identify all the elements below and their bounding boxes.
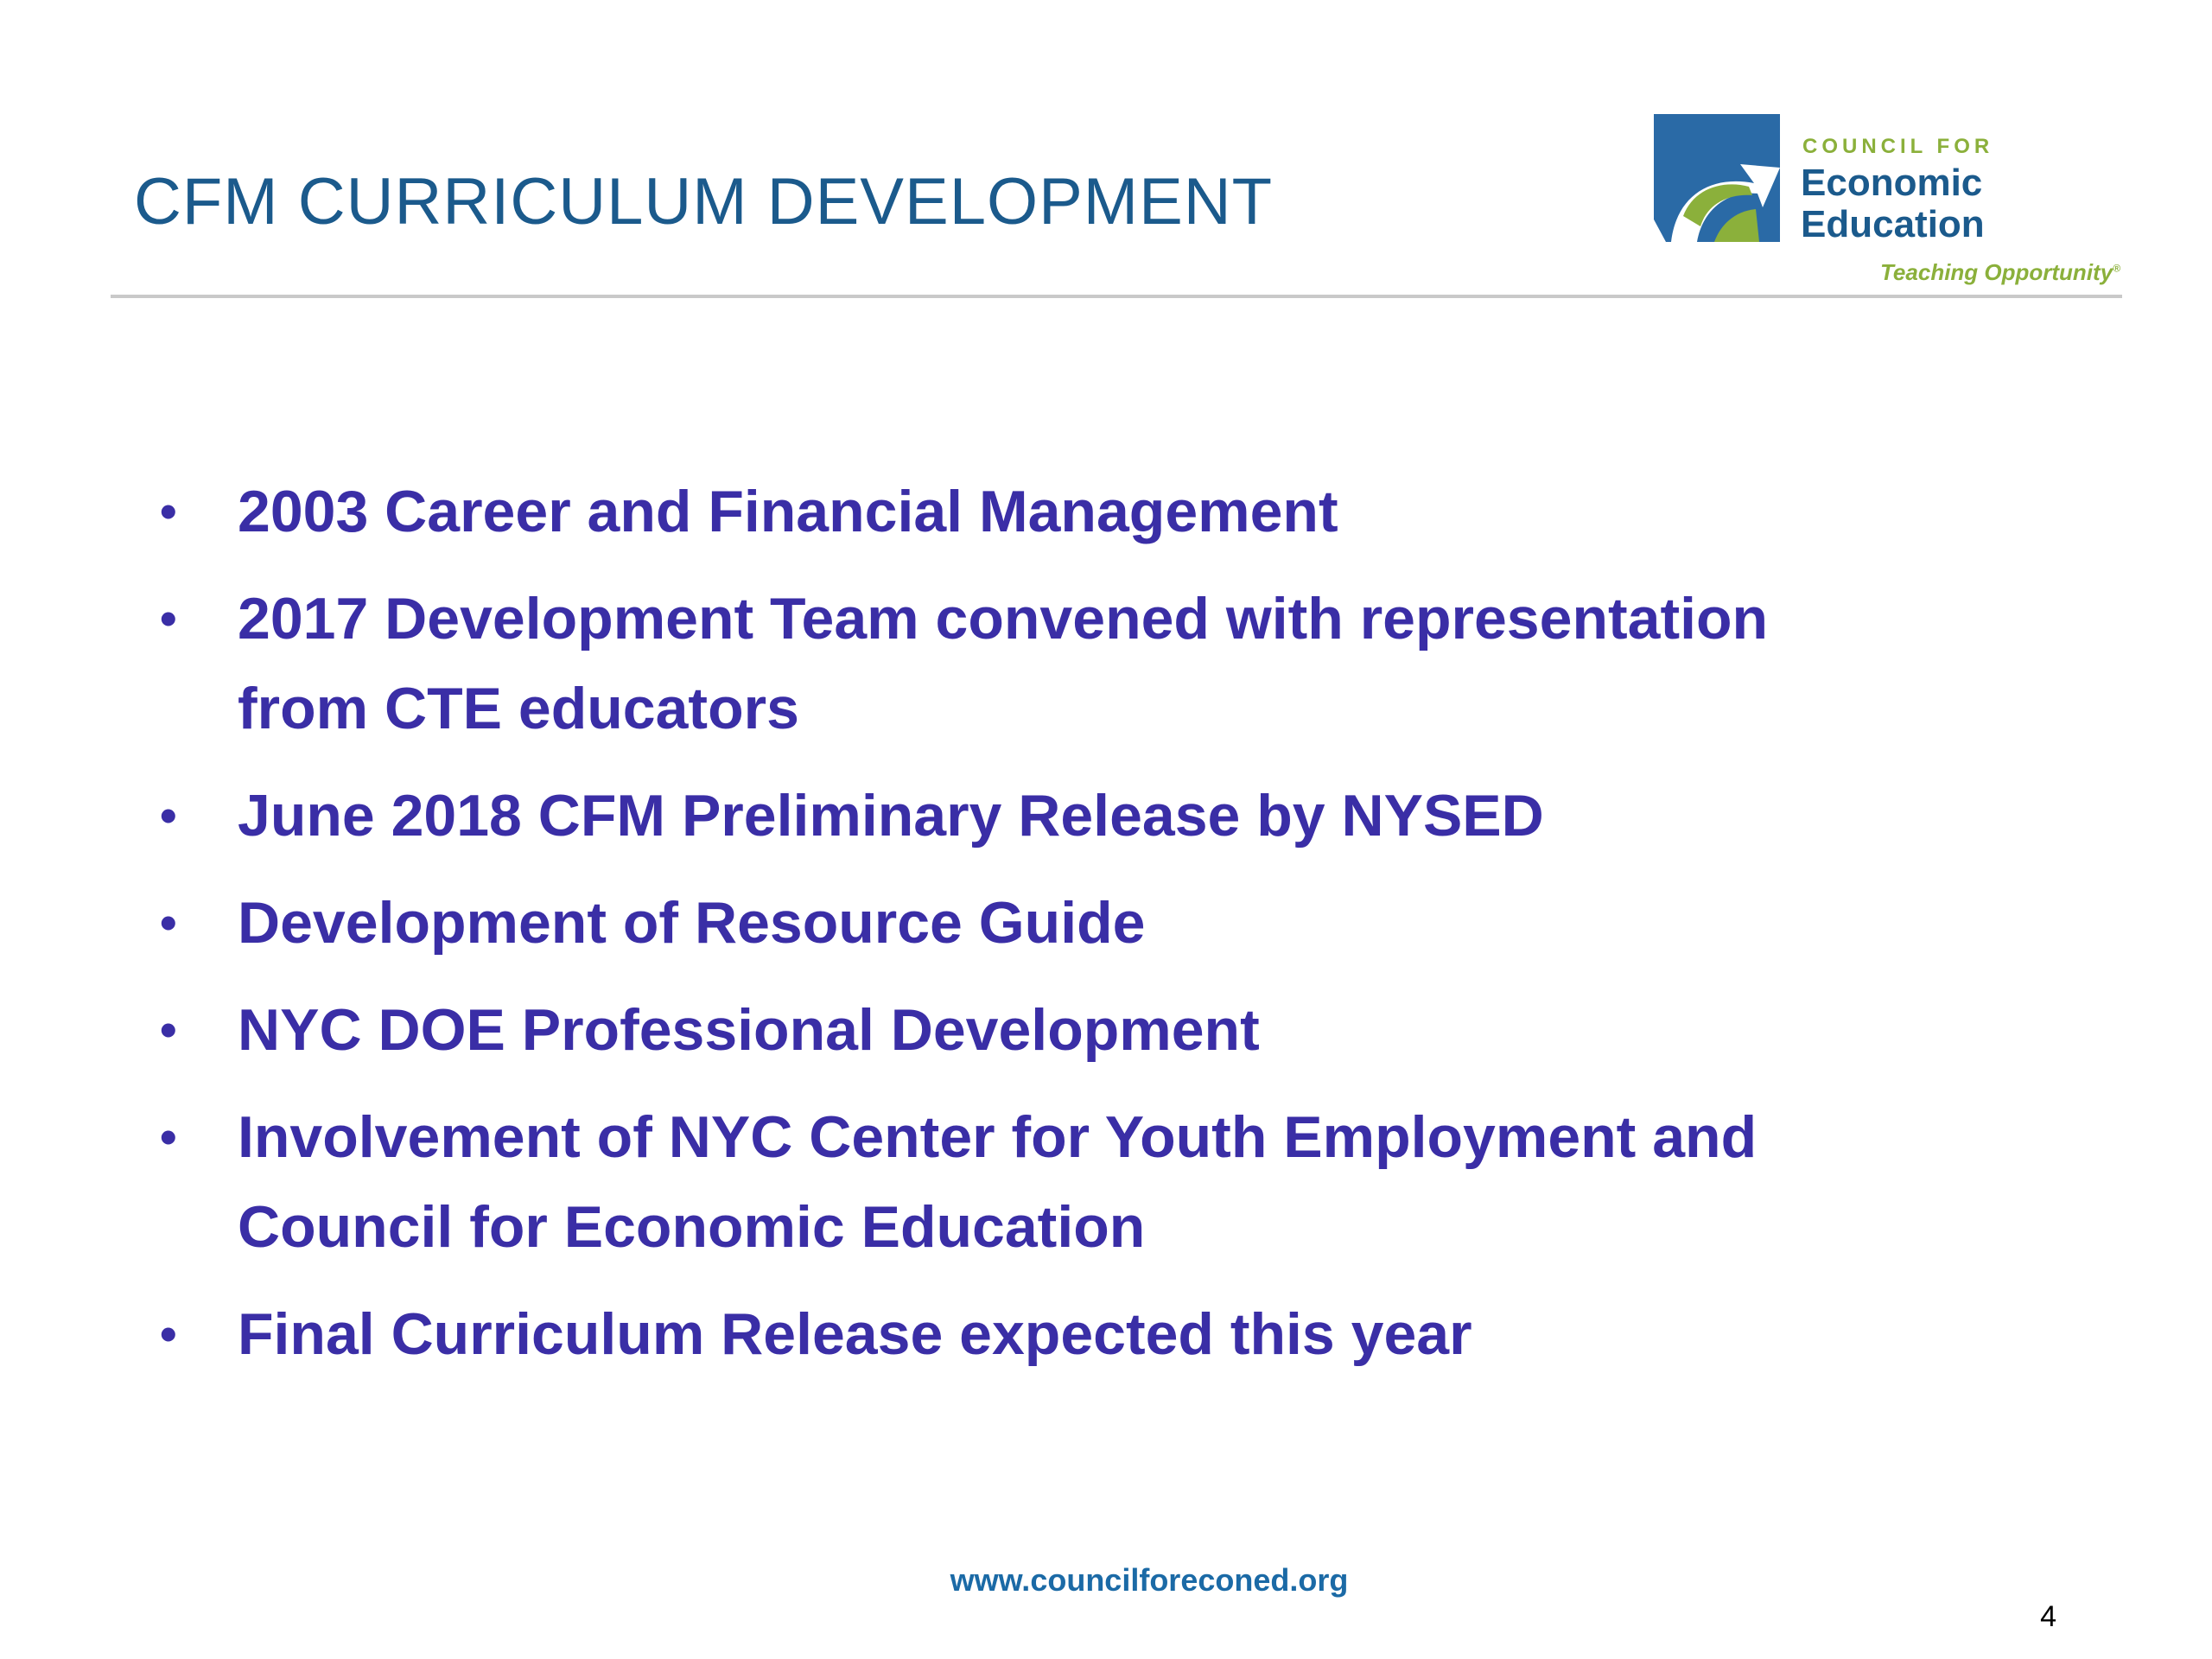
bullet-dot: • (160, 895, 177, 950)
bullet-text: Involvement of NYC Center for Youth Employment and Council for Economic Education (238, 1104, 1758, 1260)
bullet-text: 2003 Career and Financial Management (238, 479, 1338, 544)
bullet-item (151, 985, 1879, 1075)
title-divider (111, 295, 2122, 298)
logo-org-top: COUNCIL FOR (1802, 135, 1994, 158)
page-number: 4 (2040, 1600, 2056, 1633)
bullet-dot: • (160, 1306, 177, 1361)
bullet-dot: • (160, 788, 177, 842)
bullet-dot: • (160, 591, 177, 645)
bullet-item (151, 467, 1879, 556)
logo-tagline-text: Teaching Opportunity (1880, 259, 2113, 285)
cee-logo (1654, 114, 2120, 296)
bullet-item (151, 1289, 1879, 1379)
footer-website-link[interactable]: www.councilforeconed.org (950, 1562, 1349, 1598)
bullet-text: Final Curriculum Release expected this year (238, 1301, 1472, 1367)
bullet-item (151, 771, 1879, 861)
registered-mark: ® (2113, 262, 2120, 275)
bullet-list (151, 467, 1879, 1396)
logo-org-economic: Economic (1801, 162, 1983, 204)
logo-org-education: Education (1801, 203, 1985, 245)
bullet-text: NYC DOE Professional Development (238, 997, 1260, 1063)
bullet-text: Development of Resource Guide (238, 890, 1146, 956)
bullet-text: June 2018 CFM Preliminary Release by NYSED (238, 783, 1544, 849)
bullet-dot: • (160, 484, 177, 538)
bullet-item (151, 574, 1879, 753)
bullet-dot: • (160, 1002, 177, 1057)
cee-logo-icon (1654, 114, 1780, 242)
bullet-item (151, 878, 1879, 968)
bullet-item (151, 1092, 1879, 1272)
logo-tagline (1880, 259, 2120, 286)
slide-title: CFM CURRICULUM DEVELOPMENT (134, 165, 1274, 238)
bullet-dot: • (160, 1109, 177, 1164)
bullet-text: 2017 Development Team convened with representation from CTE educators (238, 586, 1769, 741)
